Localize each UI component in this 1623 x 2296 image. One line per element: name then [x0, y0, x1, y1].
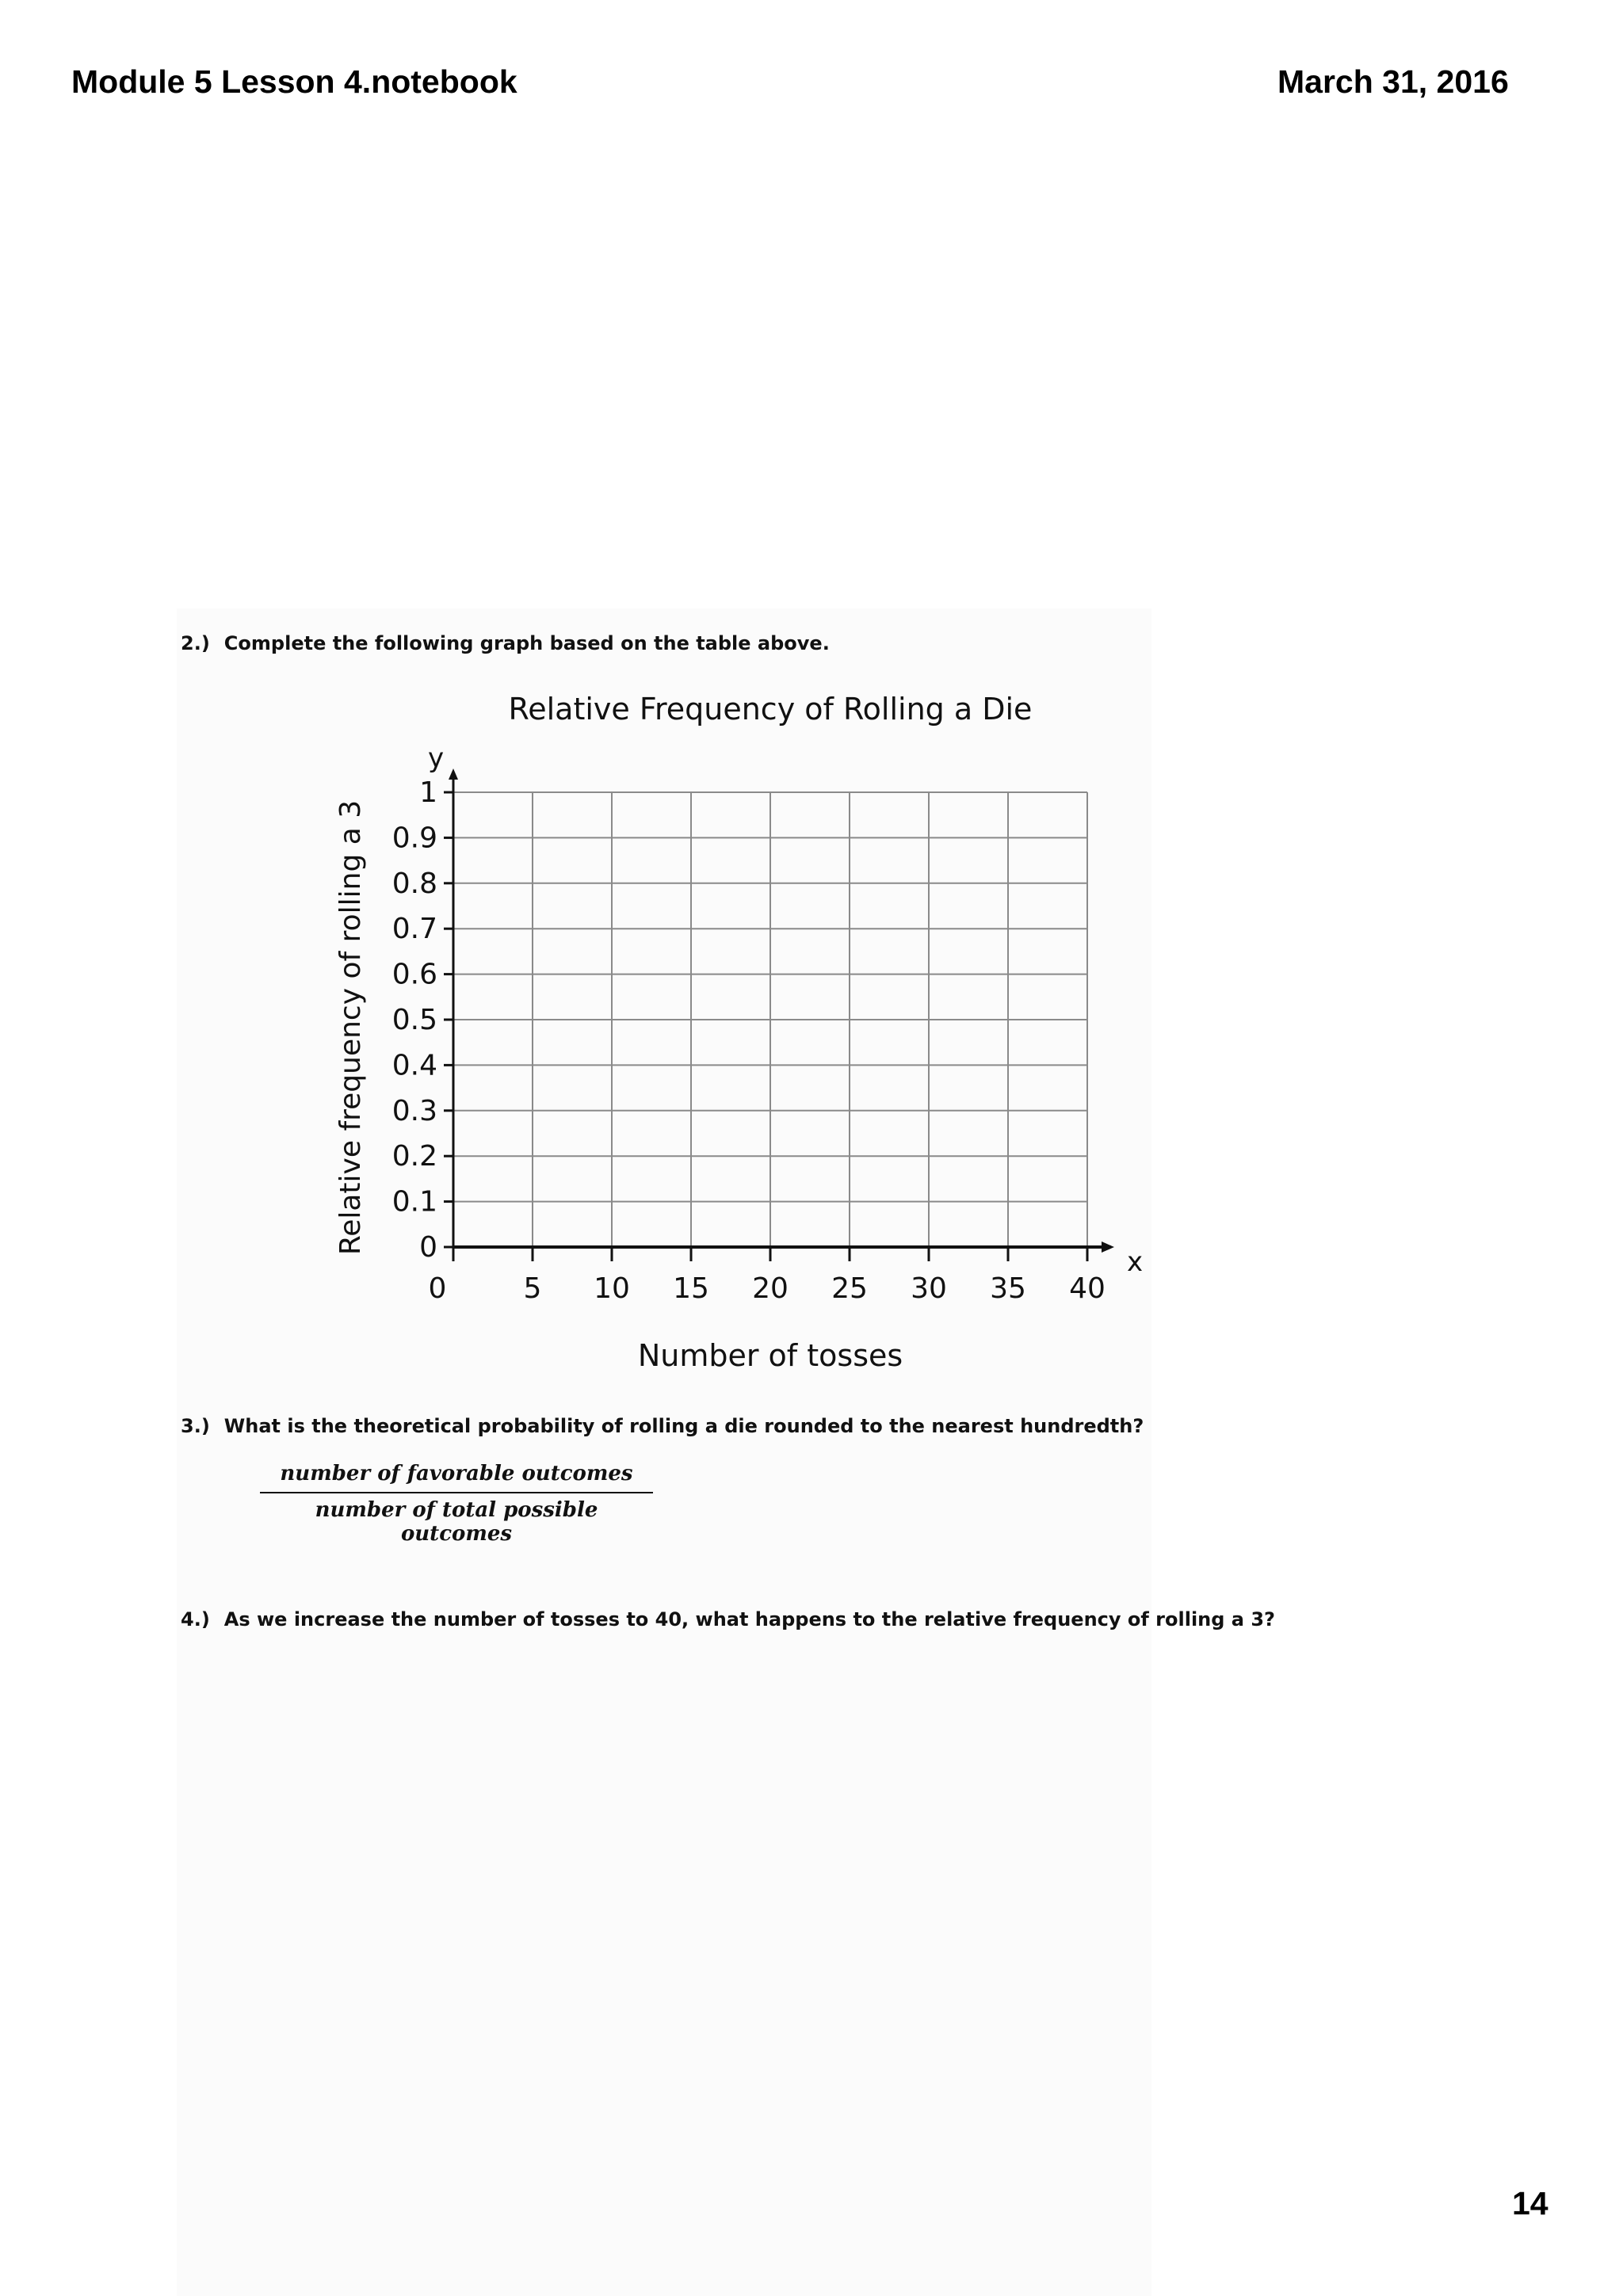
- y-tick-label: 0.1: [391, 1185, 437, 1219]
- notebook-date: March 31, 2016: [1277, 63, 1509, 100]
- relative-frequency-chart: [317, 681, 1157, 1379]
- x-tick-label: 10: [594, 1272, 630, 1305]
- y-tick-label: 0.2: [391, 1140, 437, 1173]
- probability-formula: [260, 1462, 653, 1546]
- y-tick-label: 0.5: [391, 1004, 437, 1036]
- y-tick-label: 0.7: [391, 913, 437, 946]
- formula-numerator: number of favorable outcomes: [260, 1462, 653, 1493]
- y-tick-label: 0.6: [391, 958, 437, 991]
- question-3-text: What is the theoretical probability of rolling a die rounded to the nearest hundredth?: [223, 1415, 1144, 1437]
- page-number: 14: [1512, 2185, 1549, 2222]
- question-4: [181, 1608, 1275, 1630]
- x-tick-label: 25: [831, 1272, 868, 1305]
- chart-title: Relative Frequency of Rolling a Die: [508, 692, 1033, 727]
- question-4-text: As we increase the number of tosses to 40, what happens to the relative frequency of rolling a 3?: [223, 1608, 1275, 1630]
- y-tick-label: 0.4: [391, 1049, 437, 1082]
- y-axis-arrow: [449, 769, 458, 780]
- y-tick-label: 0.9: [391, 822, 437, 855]
- y-tick-label: 1: [419, 776, 437, 809]
- x-axis-letter: x: [1126, 1246, 1144, 1278]
- notebook-title: Module 5 Lesson 4.notebook: [71, 63, 517, 100]
- y-tick-label: 0.3: [391, 1094, 437, 1127]
- x-tick-label: 35: [990, 1272, 1026, 1305]
- x-tick-label: 5: [523, 1272, 542, 1305]
- x-axis-title: Number of tosses: [637, 1338, 903, 1373]
- question-2-number: 2.): [181, 632, 210, 654]
- y-axis-letter: y: [427, 742, 445, 774]
- question-2: [181, 632, 830, 654]
- question-3-number: 3.): [181, 1415, 210, 1437]
- y-tick-label: 0: [419, 1231, 437, 1264]
- question-4-number: 4.): [181, 1608, 210, 1630]
- x-tick-label: 0: [428, 1272, 447, 1305]
- x-tick-label: 40: [1069, 1272, 1106, 1305]
- question-2-text: Complete the following graph based on the table above.: [223, 632, 830, 654]
- x-tick-label: 30: [911, 1272, 947, 1305]
- x-tick-label: 15: [673, 1272, 709, 1305]
- x-tick-label: 20: [752, 1272, 789, 1305]
- x-axis-arrow: [1102, 1241, 1114, 1253]
- formula-denominator: number of total possible outcomes: [315, 1498, 598, 1546]
- y-axis-title: Relative frequency of rolling a 3: [334, 799, 367, 1256]
- question-3: [181, 1415, 1144, 1437]
- y-tick-label: 0.8: [391, 867, 437, 900]
